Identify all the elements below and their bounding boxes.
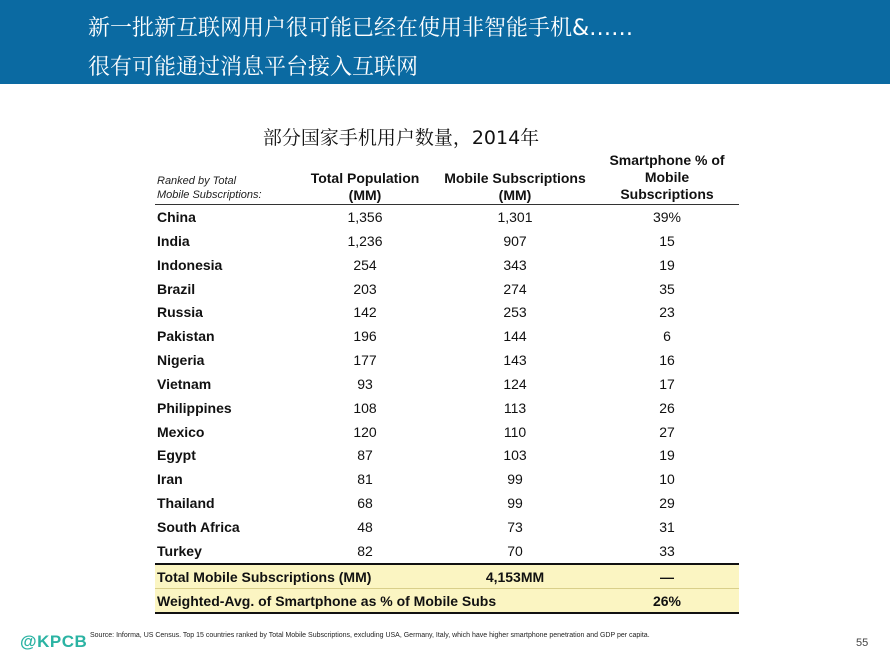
smartphone-percent-value: 19 [659, 447, 675, 464]
rank-label-line-2: Mobile Subscriptions: [157, 189, 262, 201]
total-population-value: 81 [357, 471, 373, 488]
total-population-value: 203 [353, 280, 377, 297]
smartphone-percent-value: 16 [659, 352, 675, 369]
mobile-subscriptions-value: 274 [503, 280, 527, 297]
total-population-value: 82 [357, 542, 373, 559]
table-row [155, 348, 739, 372]
smartphone-percent-value: 10 [659, 471, 675, 488]
total-population-value: 68 [357, 495, 373, 512]
total-population-value: 48 [357, 518, 373, 535]
country-name: India [157, 232, 190, 249]
weighted-average-value: 26% [652, 592, 682, 609]
mobile-subscriptions-value: 144 [503, 328, 527, 345]
mobile-subscriptions-value: 343 [503, 256, 527, 273]
table-row [155, 515, 739, 539]
smartphone-percent-value: 6 [663, 328, 671, 345]
slide-title-line-2: 很有可能通过消息平台接入互联网 [88, 55, 419, 80]
table-row [155, 277, 739, 301]
total-population-value: 142 [353, 304, 377, 321]
table-header [155, 150, 739, 204]
mobile-subscriptions-value: 70 [507, 542, 523, 559]
table-title-text: 部分国家手机用户数量，2014年 [262, 127, 540, 149]
total-population-value: 120 [353, 423, 377, 440]
smartphone-percent-value: 31 [659, 518, 675, 535]
total-population-value: 108 [353, 399, 377, 416]
smartphone-percent-value: 29 [659, 495, 675, 512]
total-smartphone: — [660, 568, 674, 585]
table-row [155, 253, 739, 277]
table-row [155, 491, 739, 515]
smartphone-percent-value: 19 [659, 256, 675, 273]
mobile-subscriptions-value: 124 [503, 375, 527, 392]
smartphone-percent-value: 23 [659, 304, 675, 321]
source-note: Source: Informa, US Census. Top 15 countries ranked by Total Mobile Subscriptions, excluding USA, Germany, Italy, which have higher smartphone penetration and GDP per capita. [90, 632, 650, 639]
country-name: China [157, 209, 196, 225]
smartphone-percent-value: 26 [659, 399, 675, 416]
country-name: Indonesia [157, 256, 223, 273]
total-population-value: 1,356 [347, 209, 383, 225]
header-smartphone-percent: Smartphone % of Mobile Subscriptions [609, 152, 725, 202]
mobile-subscriptions-value: 99 [507, 495, 523, 512]
table-row [155, 443, 739, 467]
mobile-subscriptions-value: 110 [503, 423, 527, 440]
slide-title-line-1: 新一批新互联网用户很可能已经在使用非智能手机&…… [88, 16, 634, 41]
weighted-average-label: Weighted-Avg. of Smartphone as % of Mobile Subs [157, 592, 497, 609]
total-subscriptions: 4,153MM [485, 568, 545, 585]
country-name: Vietnam [157, 375, 212, 392]
country-name: Nigeria [157, 352, 205, 369]
totals-section [155, 563, 739, 614]
header-mobile-subscriptions: Mobile Subscriptions (MM) [444, 170, 586, 203]
total-row [155, 565, 739, 588]
rank-label-line-1: Ranked by Total [157, 175, 237, 187]
country-name: Turkey [157, 542, 202, 559]
kpcb-logo: @KPCB [20, 632, 88, 651]
smartphone-percent-value: 33 [659, 542, 675, 559]
mobile-subscriptions-value: 253 [503, 304, 527, 321]
slide-header [0, 0, 890, 84]
country-name: Brazil [157, 280, 196, 297]
mobile-subscriptions-value: 143 [503, 352, 527, 369]
table-row [155, 372, 739, 396]
table-title [0, 123, 890, 150]
smartphone-percent-value: 15 [659, 232, 675, 249]
mobile-subscriptions-value: 99 [507, 471, 523, 488]
total-population-value: 87 [357, 447, 373, 464]
country-name: Iran [157, 471, 183, 488]
table-row [155, 420, 739, 444]
mobile-subscriptions-value: 907 [503, 232, 527, 249]
total-population-value: 1,236 [347, 232, 383, 249]
smartphone-percent-value: 39% [652, 209, 682, 225]
smartphone-percent-value: 17 [659, 375, 675, 392]
mobile-subscriptions-value: 73 [507, 518, 523, 535]
country-name: Mexico [157, 423, 205, 440]
table-row [155, 396, 739, 420]
rank-label [157, 174, 262, 202]
table-row [155, 324, 739, 348]
country-name: Thailand [157, 495, 215, 512]
mobile-subscriptions-value: 113 [503, 399, 527, 416]
table-row [155, 300, 739, 324]
country-name: South Africa [157, 518, 240, 535]
total-population-value: 93 [357, 375, 373, 392]
table-row [155, 467, 739, 491]
country-name: Philippines [157, 399, 232, 416]
table-row [155, 229, 739, 253]
total-population-value: 196 [353, 328, 377, 345]
mobile-subscriptions-value: 103 [503, 447, 527, 464]
table-row [155, 205, 739, 229]
total-population-value: 254 [353, 256, 377, 273]
header-total-population: Total Population (MM) [310, 170, 420, 203]
table-body [155, 205, 739, 563]
smartphone-percent-value: 35 [659, 280, 675, 297]
total-label: Total Mobile Subscriptions (MM) [157, 568, 372, 585]
mobile-subscriptions-table [155, 150, 739, 614]
country-name: Russia [157, 304, 203, 321]
page-number: 55 [856, 637, 869, 649]
country-name: Egypt [157, 447, 196, 464]
smartphone-percent-value: 27 [659, 423, 675, 440]
mobile-subscriptions-value: 1,301 [497, 209, 533, 225]
weighted-average-row [155, 588, 739, 612]
country-name: Pakistan [157, 328, 215, 345]
table-row [155, 539, 739, 563]
total-population-value: 177 [353, 352, 377, 369]
